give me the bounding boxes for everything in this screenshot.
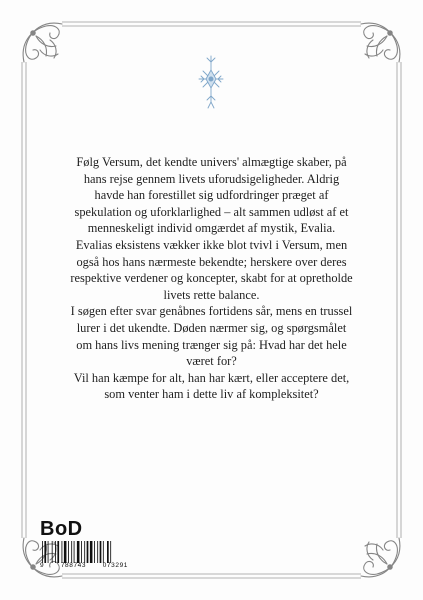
corner-flourish-icon <box>23 23 62 62</box>
crystal-snowflake-icon <box>199 56 223 108</box>
book-blurb <box>70 154 353 403</box>
barcode-icon <box>40 541 124 563</box>
publisher-logo: BoD <box>40 518 83 540</box>
blurb-paragraph-2: Evalias eksistens vækker ikke blot tvivl i Versum, men også hos hans nærmeste bekendte; herskere over deres respektive verdener og koncepter, skabt for at opretholde livets rette balance. <box>70 237 353 302</box>
blurb-paragraph-1: Følg Versum, det kendte univers' almægtige skaber, på hans rejse gennem livets uforudsigeligheder. Aldrig havde han forestillet sig udfordringer præget af spekulation og uforklarlighed – alt sammen udløst af et menneskeligt individ omgærdet af mystik, Evalia. <box>74 155 349 236</box>
isbn-group-2: 073291 <box>102 562 128 569</box>
isbn-lead: 9 <box>40 562 45 569</box>
blurb-paragraph-4: Vil han kæmpe for alt, han har kært, eller acceptere det, som venter ham i dette liv af kompleksitet? <box>73 370 350 402</box>
isbn-number <box>40 562 128 569</box>
isbn-group-1: 788743 <box>60 562 87 569</box>
publisher-block <box>40 519 128 569</box>
blurb-paragraph-3: I søgen efter svar genåbnes fortidens sår, mens en trussel lurer i det ukendte. Døden nærmer sig, og spørgsmålet om hans livs mening trænger sig på: Hvad har det hele været for? <box>70 304 353 369</box>
